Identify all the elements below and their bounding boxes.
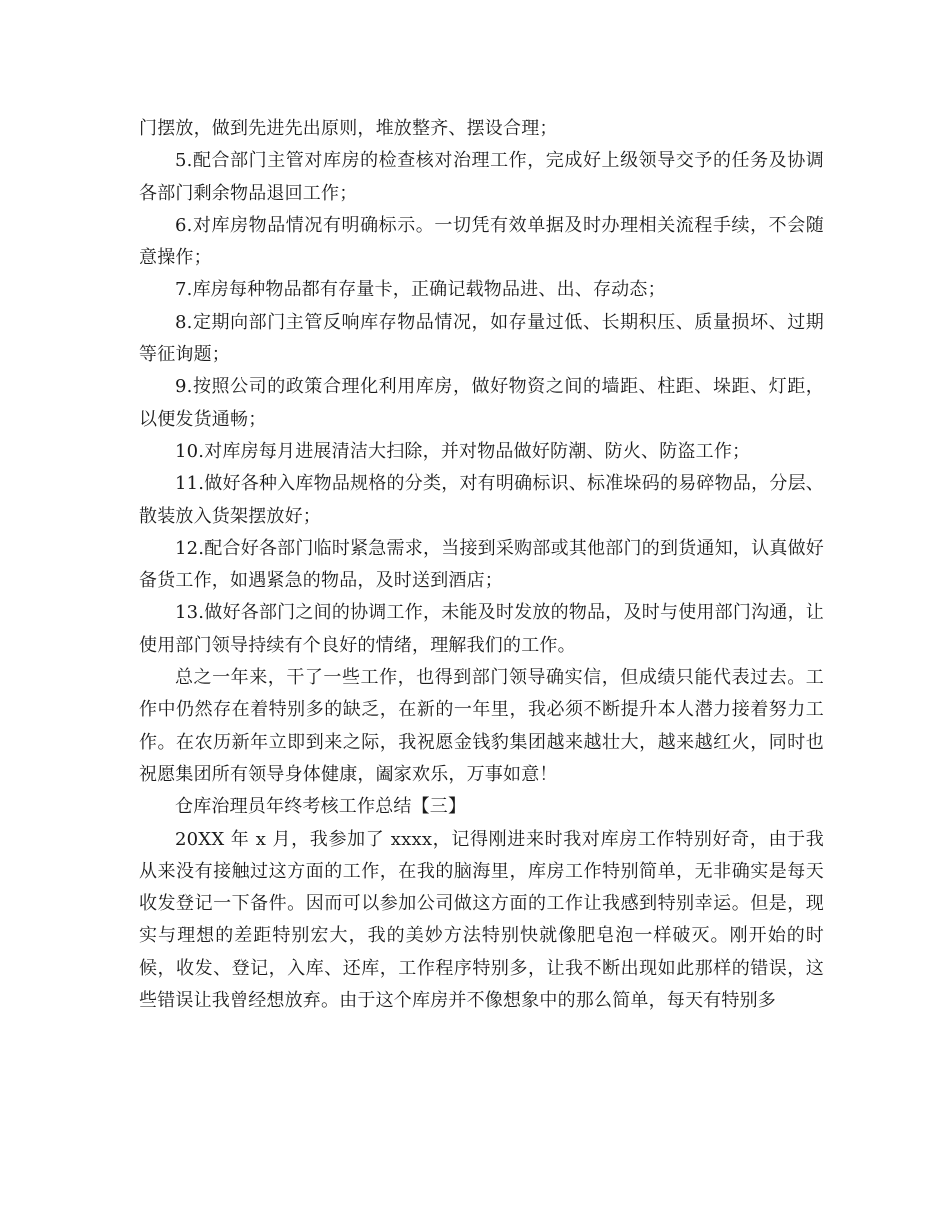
section-heading: 仓库治理员年终考核工作总结【三】 <box>175 796 467 818</box>
paragraph: 总之一年来，干了一些工作，也得到部门领导确实信，但成绩只能代表过去。工作中仍然存在着特别多的缺乏，在新的一年里，我必须不断提升本人潜力接着努力工作。在农历新年立即到来之际，我祝愿金钱豹集团越来越壮大，越来越红火，同时也祝愿集团所有领导身体健康，阖家欢乐，万事如意！ <box>139 667 824 785</box>
paragraph: 门摆放，做到先进先出原则，堆放整齐、摆设合理； <box>139 118 558 139</box>
paragraph: 12.配合好各部门临时紧急需求，当接到采购部或其他部门的到货通知，认真做好备货工作，如遇紧急的物品，及时送到酒店； <box>139 537 824 592</box>
paragraph: 11.做好各种入库物品规格的分类，对有明确标识、标准垛码的易碎物品，分层、散装放入货架摆放好； <box>139 473 824 527</box>
paragraph: 9.按照公司的政策合理化利用库房，做好物资之间的墙距、柱距、垛距、灯距，以便发货通畅； <box>139 376 824 430</box>
paragraph: 20XX 年 x 月，我参加了 xxxx，记得刚进来时我对库房工作特别好奇，由于我从来没有接触过这方面的工作，在我的脑海里，库房工作特别简单，无非确实是每天收发登记一下备件。因而可以参加公司做这方面的工作让我感到特别幸运。但是，现实与理想的差距特别宏大，我的美妙方法特别快就像肥皂泡一样破灭。刚开始的时候，收发、登记，入库、还库，工作程序特别多，让我不断出现如此那样的错误，这些错误让我曾经想放弃。由于这个库房并不像想象中的那么简单，每天有特别多 <box>139 828 824 1012</box>
document-body <box>139 113 824 1017</box>
paragraph: 7.库房每种物品都有存量卡，正确记载物品进、出、存动态； <box>175 279 666 301</box>
paragraph: 6.对库房物品情况有明确标示。一切凭有效单据及时办理相关流程手续，不会随意操作； <box>139 214 824 269</box>
paragraph: 5.配合部门主管对库房的检查核对治理工作，完成好上级领导交予的任务及协调各部门剩余物品退回工作； <box>139 150 824 204</box>
paragraph: 10.对库房每月进展清洁大扫除，并对物品做好防潮、防火、防盗工作； <box>175 440 751 462</box>
paragraph: 13.做好各部门之间的协调工作，未能及时发放的物品，及时与使用部门沟通，让使用部门领导持续有个良好的情绪，理解我们的工作。 <box>139 602 824 656</box>
paragraph: 8.定期向部门主管反响库存物品情况，如存量过低、长期积压、质量损坏、过期等征询题； <box>139 311 824 366</box>
